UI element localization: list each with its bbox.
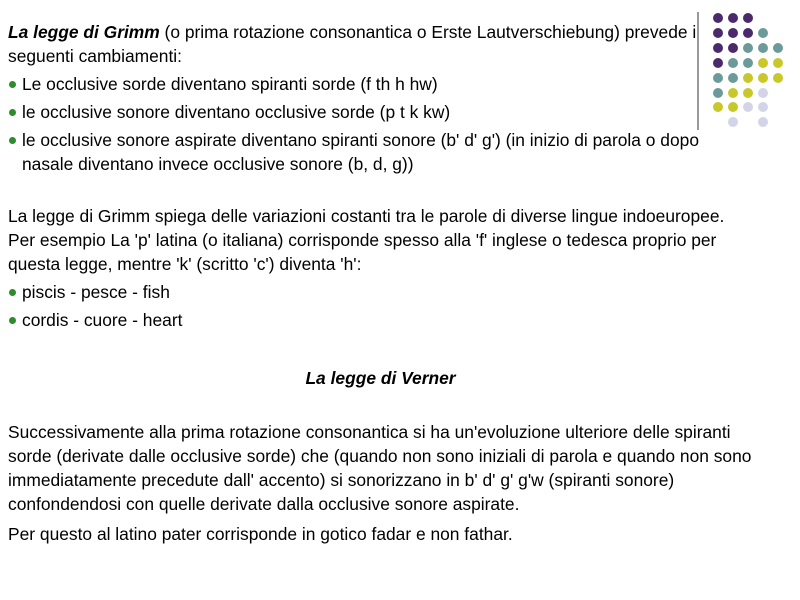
- deco-dot: [773, 43, 783, 53]
- spacer: [8, 176, 753, 200]
- bullet-dot-icon: [9, 81, 16, 88]
- bullet-dot-icon: [9, 109, 16, 116]
- grimm-bullet-text: le occlusive sonore diventano occlusive sorde (p t k kw): [22, 102, 451, 122]
- grimm-bullet: [8, 128, 753, 176]
- deco-dot: [758, 58, 768, 68]
- verner-closing: Per questo al latino pater corrisponde in gotico fadar e non fathar.: [8, 524, 513, 544]
- grimm-explanation: La legge di Grimm spiega delle variazioni costanti tra le parole di diverse lingue indoeuropee. Per esempio La 'p' latina (o italiana) corrisponde spesso alla 'f' inglese o tedesca proprio per questa legge, mentre 'k' (scritto 'c') diventa 'h':: [8, 206, 725, 274]
- grimm-bullet-text: le occlusive sonore aspirate diventano spiranti sonore (b' d' g') (in inizio di parola o dopo nasale diventano invece occlusive sonore (b, d, g)): [22, 130, 699, 174]
- grimm-intro: [8, 20, 753, 68]
- spacer: [8, 332, 753, 362]
- slide-content: [8, 20, 753, 546]
- deco-dot: [758, 73, 768, 83]
- grimm-bullet: [8, 100, 753, 124]
- grimm-intro-text: (o prima rotazione consonantica o Erste Lautverschiebung) prevede i seguenti cambiamenti:: [8, 22, 697, 66]
- grimm-title: La legge di Grimm: [8, 22, 160, 42]
- verner-title: La legge di Verner: [305, 368, 456, 388]
- grimm-bullet: [8, 72, 753, 96]
- deco-dot: [773, 73, 783, 83]
- spacer: [8, 390, 753, 420]
- example-bullet: [8, 280, 753, 304]
- verner-paragraph: Successivamente alla prima rotazione consonantica si ha un'evoluzione ulteriore delle spiranti sorde (derivate dalle occlusive sorde) che (quando non sono iniziali di parola e quando non sono immediatamente precedute dall' accento) si sonorizzano in b' d' g' g'w (spiranti sonore) confondendosi con quelle derivate dalla occlusive sonore aspirate.: [8, 422, 752, 514]
- deco-dot: [758, 102, 768, 112]
- deco-dot: [758, 28, 768, 38]
- bullet-dot-icon: [9, 289, 16, 296]
- example-bullet: [8, 308, 753, 332]
- grimm-bullet-text: Le occlusive sorde diventano spiranti sorde (f th h hw): [22, 74, 438, 94]
- example-text: piscis - pesce - fish: [22, 282, 170, 302]
- deco-dot: [758, 88, 768, 98]
- example-text: cordis - cuore - heart: [22, 310, 183, 330]
- deco-dot: [758, 43, 768, 53]
- bullet-dot-icon: [9, 137, 16, 144]
- bullet-dot-icon: [9, 317, 16, 324]
- deco-dot: [773, 58, 783, 68]
- deco-dot: [758, 117, 768, 127]
